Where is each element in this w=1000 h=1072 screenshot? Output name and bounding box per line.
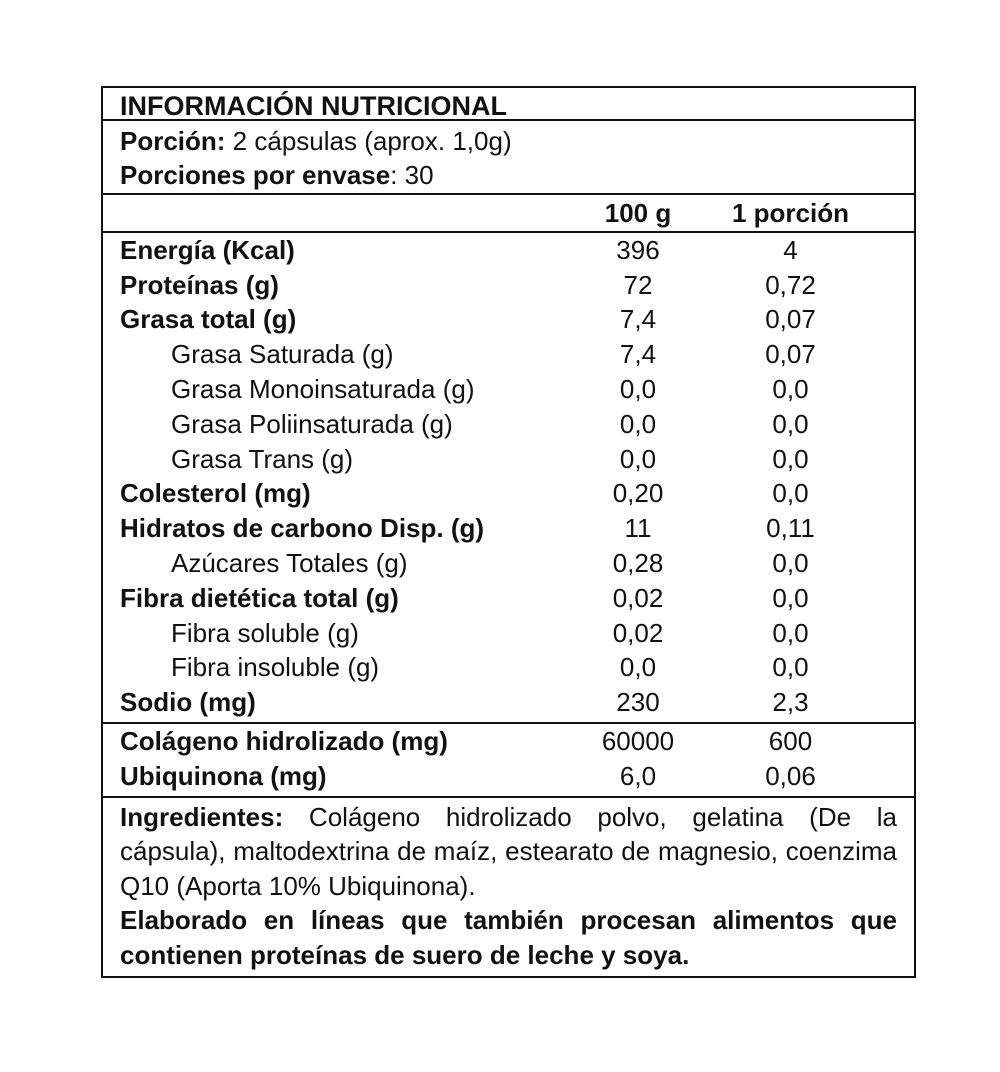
value-per-100g: 0,0 [619, 408, 657, 439]
nutrient-row [103, 407, 914, 442]
value-per-portion: 0,0 [772, 443, 809, 474]
value-per-portion: 0,0 [772, 374, 809, 405]
nutrient-name: Grasa total (g) [120, 304, 297, 335]
nutrient-name: Ubiquinona (mg) [120, 760, 327, 791]
value-per-100g: 6,0 [619, 760, 657, 791]
nutrient-name: Sodio (mg) [120, 687, 256, 718]
nutrition-facts-label [101, 86, 916, 978]
value-per-100g: 72 [623, 269, 653, 300]
nutrient-name: Grasa Trans (g) [171, 443, 354, 474]
value-per-portion: 0,0 [772, 582, 809, 613]
servings-per-pack-label: Porciones por envase [120, 160, 391, 190]
nutrient-name: Fibra soluble (g) [171, 617, 359, 648]
column-header-100g: 100 g [604, 197, 672, 228]
nutrient-row [103, 546, 914, 581]
ingredients-label: Ingredientes: [120, 801, 284, 832]
servings-per-pack-value: : 30 [390, 160, 434, 190]
nutrients-table [103, 233, 914, 724]
nutrient-row [103, 511, 914, 546]
value-per-100g: 0,02 [612, 582, 664, 613]
value-per-portion: 0,72 [765, 269, 816, 300]
value-per-100g: 7,4 [619, 304, 657, 335]
column-header-portion: 1 porción [731, 197, 849, 228]
value-per-portion: 0,0 [772, 478, 809, 509]
value-per-100g: 11 [624, 513, 652, 544]
extras-table [103, 724, 914, 798]
nutrient-row [103, 685, 914, 720]
value-per-100g: 0,02 [612, 617, 664, 648]
value-per-100g: 0,28 [612, 548, 664, 579]
value-per-portion: 0,0 [772, 617, 809, 648]
value-per-portion: 0,07 [765, 304, 816, 335]
column-header-row [103, 195, 914, 231]
value-per-100g: 7,4 [619, 339, 657, 370]
ingredients-section [103, 798, 914, 977]
nutrient-name: Colesterol (mg) [120, 478, 311, 509]
value-per-portion: 4 [783, 234, 798, 265]
nutrient-row [103, 477, 914, 512]
nutrient-name: Fibra insoluble (g) [171, 652, 380, 683]
ingredients-text: Colágeno hidrolizado polvo, gelatina (De la cápsula), maltodextrina de maíz, estearato de magnesio, coenzima Q10 (Aporta 10% Ubiquinona). [120, 801, 897, 901]
value-per-portion: 2,3 [772, 687, 809, 718]
nutrient-name: Hidratos de carbono Disp. (g) [120, 513, 485, 544]
value-per-portion: 600 [768, 726, 813, 757]
value-per-100g: 396 [616, 234, 660, 265]
nutrient-row [103, 268, 914, 303]
nutrient-row [103, 372, 914, 407]
portion-label: Porción: [120, 126, 226, 156]
value-per-portion: 0,06 [765, 760, 816, 791]
nutrient-row [103, 442, 914, 477]
value-per-100g: 0,0 [619, 652, 657, 683]
nutrient-name: Proteínas (g) [120, 269, 279, 300]
column-header [103, 195, 914, 233]
extra-row [103, 724, 914, 759]
nutrient-name: Grasa Monoinsaturada (g) [171, 374, 475, 405]
value-per-100g: 0,20 [612, 478, 664, 509]
portion-line [120, 124, 914, 158]
nutrient-name: Azúcares Totales (g) [171, 548, 408, 579]
allergen-warning: Elaborado en líneas que también procesan alimentos que contienen proteínas de suero de leche y soya. [120, 905, 897, 970]
value-per-portion: 0,0 [772, 548, 809, 579]
serving-info [103, 121, 914, 195]
nutrient-row [103, 337, 914, 372]
servings-per-pack-line [120, 158, 914, 192]
value-per-100g: 0,0 [619, 374, 657, 405]
nutrient-name: Colágeno hidrolizado (mg) [120, 726, 448, 757]
value-per-portion: 0,11 [766, 513, 815, 544]
value-per-portion: 0,0 [772, 408, 809, 439]
nutrient-row [103, 651, 914, 686]
ingredients-paragraph [120, 800, 897, 904]
nutrient-name: Fibra dietética total (g) [120, 582, 399, 613]
value-per-100g: 0,0 [619, 443, 657, 474]
nutrient-row [103, 303, 914, 338]
nutrient-name: Grasa Saturada (g) [171, 339, 394, 370]
nutrient-row [103, 233, 914, 268]
nutrient-row [103, 581, 914, 616]
nutrient-name: Energía (Kcal) [120, 234, 295, 265]
nutrient-row [103, 616, 914, 651]
value-per-portion: 0,07 [765, 339, 816, 370]
value-per-100g: 230 [616, 687, 660, 718]
value-per-portion: 0,0 [772, 652, 809, 683]
value-per-100g: 60000 [601, 726, 675, 757]
nutrient-name: Grasa Poliinsaturada (g) [171, 408, 453, 439]
portion-value: 2 cápsulas (aprox. 1,0g) [225, 126, 512, 156]
label-title: INFORMACIÓN NUTRICIONAL [103, 88, 914, 121]
extra-row [103, 759, 914, 794]
